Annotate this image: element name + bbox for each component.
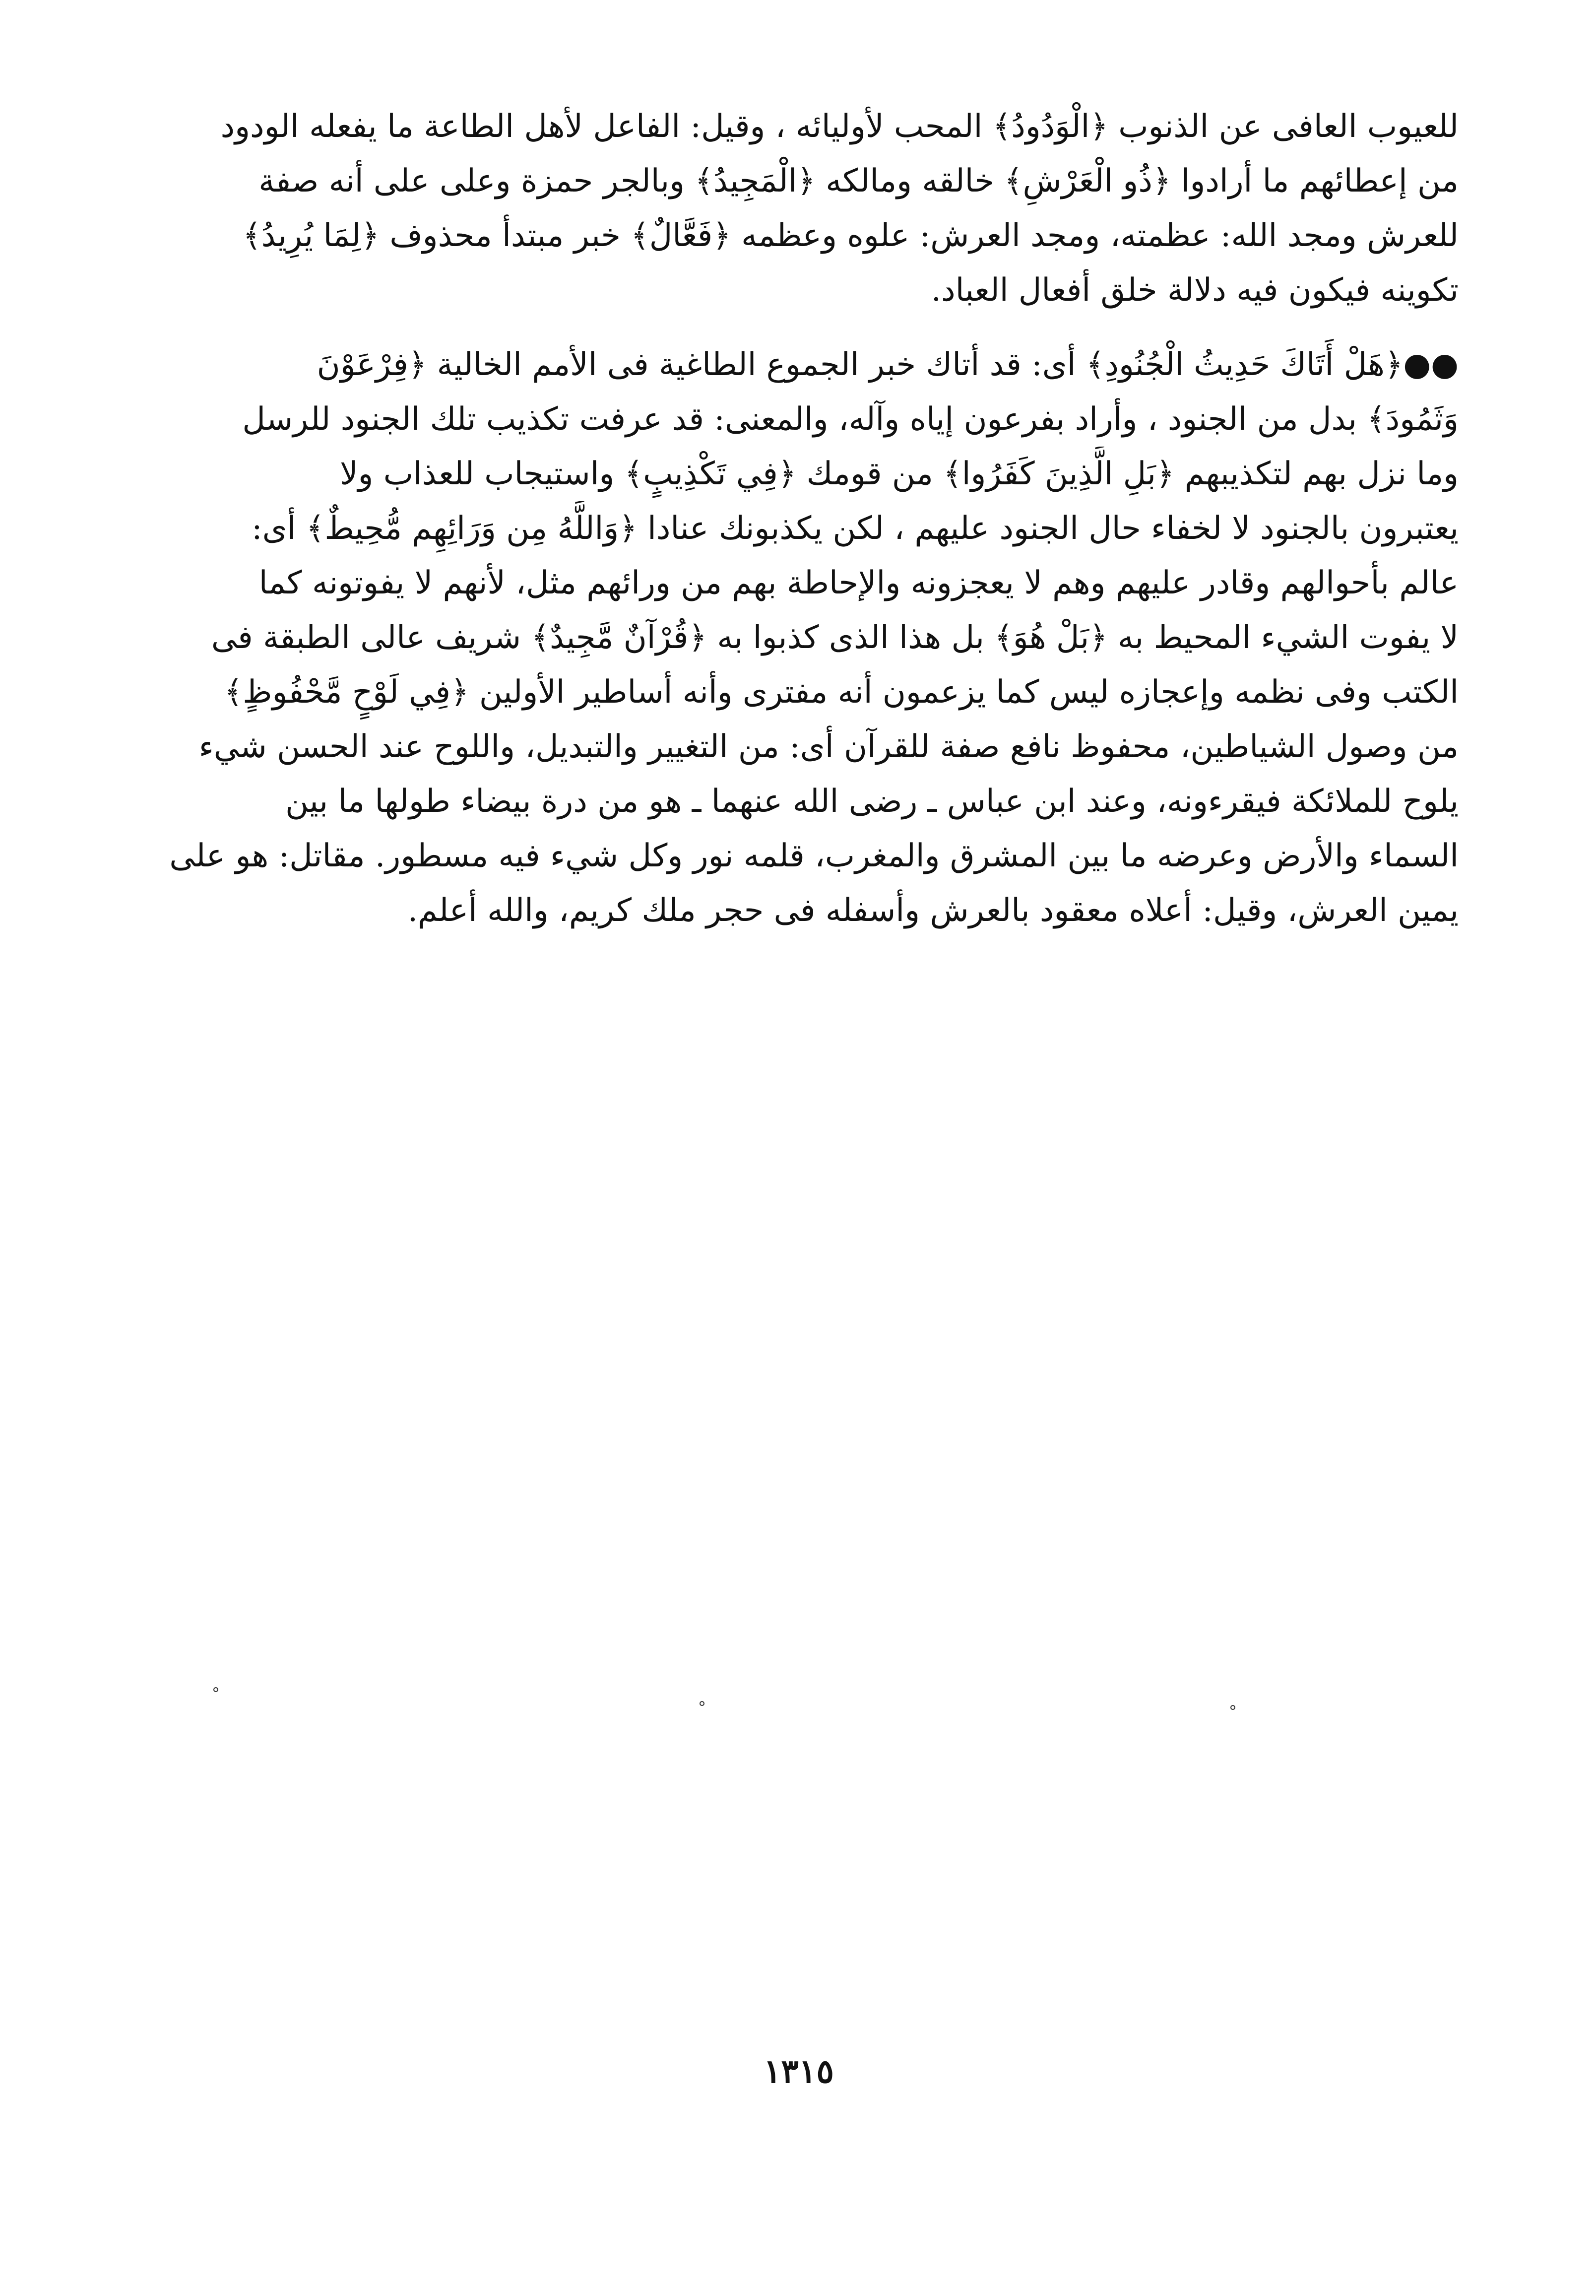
text-line: من وصول الشياطين، محفوظ نافع صفة للقرآن أى: من التغيير والتبديل، واللوح عند الحسن شيء xyxy=(198,728,1459,765)
text-line: لا يفوت الشيء المحيط به ﴿بَلْ هُوَ﴾ بل هذا الذى كذبوا به ﴿قُرْآنٌ مَّجِيدٌ﴾ شريف عالى الطبقة فى xyxy=(211,619,1459,656)
text-line: يلوح للملائكة فيقرءونه، وعند ابن عباس ـ رضى الله عنهما ـ هو من درة بيضاء طولها ما بين xyxy=(285,783,1459,820)
text-line: يمين العرش، وقيل: أعلاه معقود بالعرش وأسفله فى حجر ملك كريم، والله أعلم. xyxy=(407,892,1459,929)
text-line: للعيوب العافى عن الذنوب ﴿الْوَدُودُ﴾ المحب لأوليائه ، وقيل: الفاعل لأهل الطاعة ما يفعله الودود xyxy=(220,108,1459,145)
text-line: وما نزل بهم لتكذيبهم ﴿بَلِ الَّذِينَ كَفَرُوا﴾ من قومك ﴿فِي تَكْذِيبٍ﴾ واستيجاب للعذاب ولا xyxy=(340,456,1459,492)
page-number: ١٣١٥ xyxy=(764,2052,834,2091)
text-line: من إعطائهم ما أرادوا ﴿ذُو الْعَرْشِ﴾ خالقه ومالكه ﴿الْمَجِيدُ﴾ وبالجر حمزة وعلى على أنه صفة xyxy=(258,163,1459,199)
paragraph-2 xyxy=(159,337,1459,938)
scan-speck xyxy=(700,1701,704,1706)
text-line: تكوينه فيكون فيه دلالة خلق أفعال العباد. xyxy=(931,272,1459,309)
text-line: عالم بأحوالهم وقادر عليهم وهم لا يعجزونه والإحاطة بهم من ورائهم مثل، لأنهم لا يفوتونه كما xyxy=(258,565,1459,601)
paragraph-gap xyxy=(159,318,1459,337)
scan-speck xyxy=(213,1687,218,1692)
text-line: ●●﴿هَلْ أَتَاكَ حَدِيثُ الْجُنُودِ﴾ أى: قد أتاك خبر الجموع الطاغية فى الأمم الخالية ﴿فِرْعَوْنَ xyxy=(317,346,1459,383)
text-line: وَثَمُودَ﴾ بدل من الجنود ، وأراد بفرعون إياه وآله، والمعنى: قد عرفت تكذيب تلك الجنود للرسل xyxy=(242,401,1459,438)
paragraph-1 xyxy=(159,99,1459,318)
body-text xyxy=(159,99,1459,938)
text-line: للعرش ومجد الله: عظمته، ومجد العرش: علوه وعظمه ﴿فَعَّالٌ﴾ خبر مبتدأ محذوف ﴿لِمَا يُرِيدُ﴾ xyxy=(243,217,1459,254)
text-line: الكتب وفى نظمه وإعجازه ليس كما يزعمون أنه مفترى وأنه أساطير الأولين ﴿فِي لَوْحٍ مَّحْفُوظٍ﴾ xyxy=(224,674,1459,711)
text-line: السماء والأرض وعرضه ما بين المشرق والمغرب، قلمه نور وكل شيء فيه مسطور. مقاتل: هو على xyxy=(169,838,1459,874)
text-line: يعتبرون بالجنود لا لخفاء حال الجنود عليهم ، لكن يكذبونك عنادا ﴿وَاللَّهُ مِن وَرَائِهِم مُّحِيطٌ﴾ أى: xyxy=(252,510,1459,547)
scan-speck xyxy=(1230,1705,1235,1710)
